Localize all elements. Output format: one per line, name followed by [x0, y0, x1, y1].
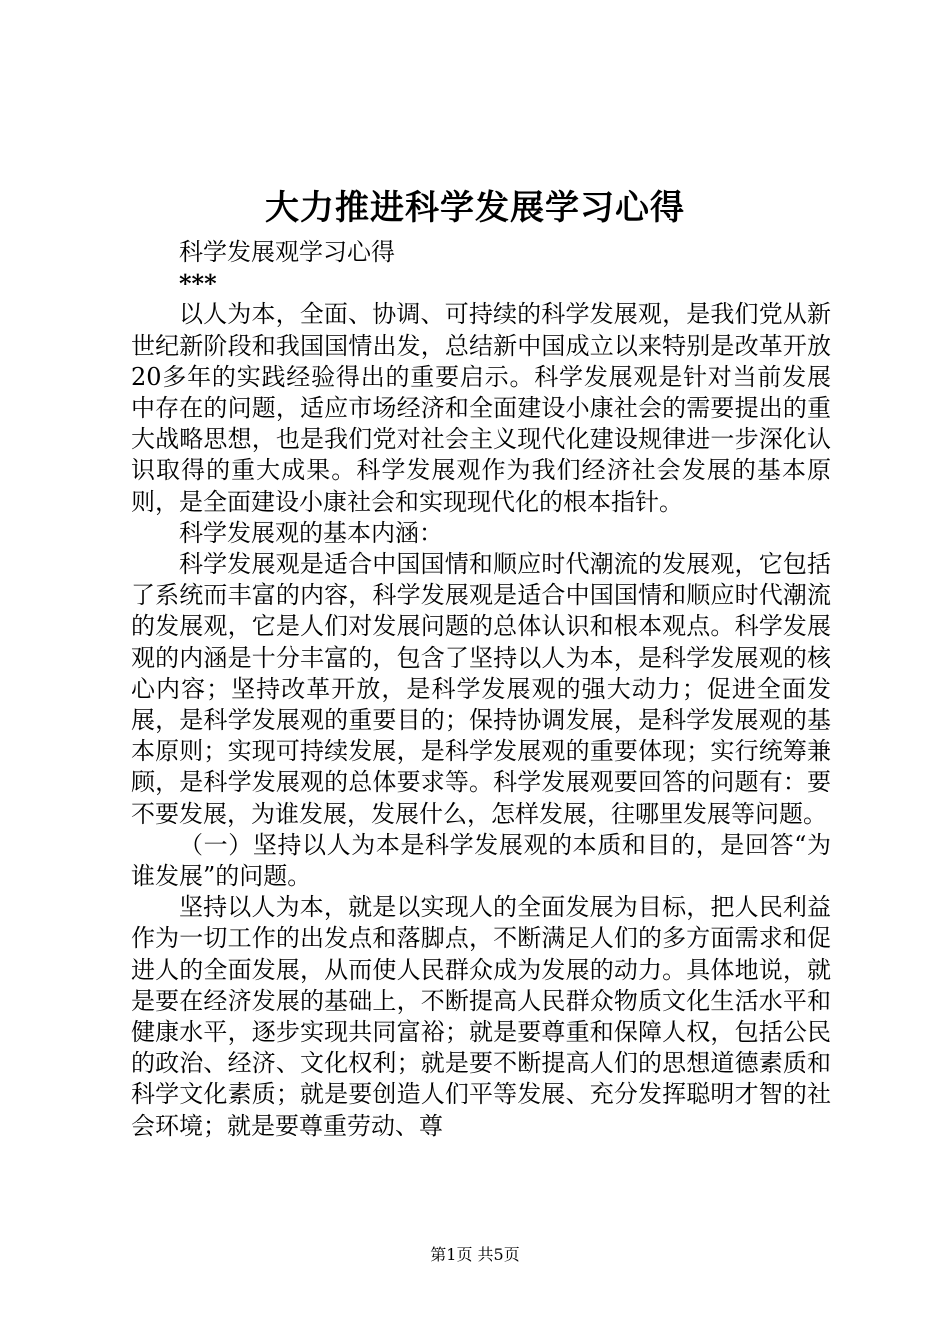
document-body	[131, 237, 831, 1142]
body-paragraph: 坚持以人为本，就是以实现人的全面发展为目标，把人民利益作为一切工作的出发点和落脚点，不断满足人们的多方面需求和促进人的全面发展，从而使人民群众成为发展的动力。具体地说，就是要在经济发展的基础上，不断提高人民群众物质文化生活水平和健康水平，逐步实现共同富裕；就是要尊重和保障人权，包括公民的政治、经济、文化权利；就是要不断提高人们的思想道德素质和科学文化素质；就是要创造人们平等发展、充分发挥聪明才智的社会环境；就是要尊重劳动、尊	[131, 893, 831, 1140]
body-paragraph: 以人为本，全面、协调、可持续的科学发展观，是我们党从新世纪新阶段和我国国情出发，总结新中国成立以来特别是改革开放20多年的实践经验得出的重要启示。科学发展观是针对当前发展中存在的问题，适应市场经济和全面建设小康社会的需要提出的重大战略思想，也是我们党对社会主义现代化建设规律进一步深化认识取得的重大成果。科学发展观作为我们经济社会发展的基本原则，是全面建设小康社会和实现现代化的根本指针。	[131, 300, 831, 516]
author-placeholder: ***	[179, 269, 217, 299]
section-heading: （一）坚持以人为本是科学发展观的本质和目的，是回答“为谁发展”的问题。	[131, 830, 831, 891]
document-title: 大力推进科学发展学习心得	[265, 188, 685, 228]
section-heading: 科学发展观的基本内涵：	[179, 518, 443, 547]
body-paragraph: 科学发展观是适合中国国情和顺应时代潮流的发展观，它包括了系统而丰富的内容，科学发展观是适合中国国情和顺应时代潮流的发展观，它是人们对发展问题的总体认识和根本观点。科学发展观的内涵是十分丰富的，包含了坚持以人为本，是科学发展观的核心内容；坚持改革开放，是科学发展观的强大动力；促进全面发展，是科学发展观的重要目的；保持协调发展，是科学发展观的基本原则；实现可持续发展，是科学发展观的重要体现；实行统筹兼顾，是科学发展观的总体要求等。科学发展观要回答的问题有：要不要发展，为谁发展，发展什么，怎样发展，往哪里发展等问题。	[131, 550, 831, 828]
subtitle-paragraph: 科学发展观学习心得	[179, 238, 395, 266]
page-number-footer: 第1页 共5页	[430, 1245, 520, 1264]
